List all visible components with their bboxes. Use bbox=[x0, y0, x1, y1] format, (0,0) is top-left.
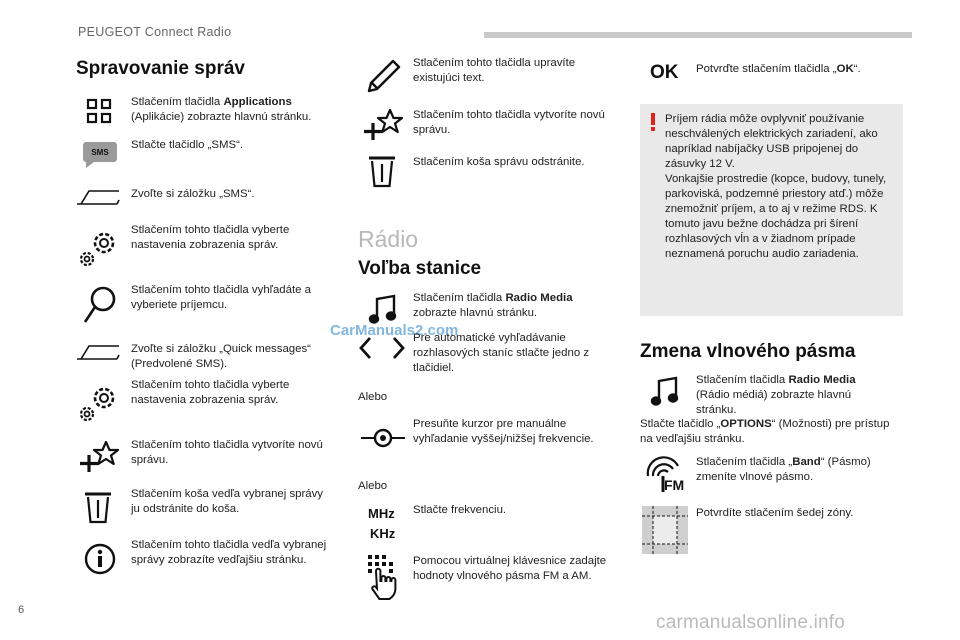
text-press-frequency: Stlačte frekvenciu. bbox=[413, 504, 507, 516]
sms-icon bbox=[82, 140, 118, 170]
watermark-carmanualsonline: carmanualsonline.info bbox=[656, 612, 846, 633]
text-quick-messages-tab: Zvoľte si záložku „Quick messages“ (Predvolené SMS). bbox=[131, 343, 311, 370]
grey-zone-icon bbox=[642, 506, 688, 554]
applications-grid-icon bbox=[86, 98, 112, 124]
text-sms-tab: Zvoľte si záložku „SMS“. bbox=[131, 188, 255, 200]
text-auto-search: Pre automatické vyhľadávanie rozhlasových staníc stlačte jedno z tlačidiel. bbox=[413, 332, 590, 374]
mhz-khz-icon bbox=[366, 503, 400, 543]
text-band-button: Stlačením tlačidla „Band“ (Pásmo) zmeníte vlnové pásmo. bbox=[696, 456, 871, 483]
text-display-settings-1: Stlačením tohto tlačidla vyberte nastavenia zobrazenia správ. bbox=[131, 224, 290, 251]
svg-text:OK: OK bbox=[650, 62, 679, 81]
search-icon bbox=[82, 285, 118, 325]
text-manual-search: Presuňte kurzor pre manuálne vyhľadanie vyššej/nižšej frekvencie. bbox=[413, 418, 594, 445]
settings-gears-icon bbox=[78, 383, 122, 423]
tab-icon bbox=[76, 343, 120, 361]
svg-text:SMS: SMS bbox=[91, 148, 109, 157]
section-heading-band: Zmena vlnového pásma bbox=[640, 341, 856, 362]
ok-icon bbox=[650, 61, 684, 81]
keypad-hand-icon bbox=[364, 553, 404, 601]
slider-icon bbox=[360, 425, 406, 451]
chevrons-icon bbox=[359, 336, 405, 360]
text-sms: Stlačte tlačidlo „SMS“. bbox=[131, 139, 244, 151]
text-new-message-1: Stlačením tohto tlačidla vytvoríte novú správu. bbox=[131, 439, 323, 466]
text-search-recipient: Stlačením tohto tlačidla vyhľadáte a vyberiete príjemcu. bbox=[131, 284, 311, 311]
music-note-icon bbox=[650, 376, 680, 408]
warning-box bbox=[640, 104, 903, 316]
tab-icon bbox=[76, 188, 120, 206]
trash-icon bbox=[368, 154, 396, 188]
text-edit-text: Stlačením tohto tlačidla upravíte existujúci text. bbox=[413, 57, 576, 84]
header-bar bbox=[484, 32, 912, 38]
text-delete-message-1: Stlačením koša vedľa vybranej správy ju odstránite do koša. bbox=[131, 488, 323, 515]
trash-icon bbox=[84, 490, 112, 524]
section-heading-messages: Spravovanie správ bbox=[76, 58, 245, 79]
text-alebo-2: Alebo bbox=[358, 480, 388, 492]
star-plus-icon bbox=[78, 440, 122, 474]
fm-label: FM bbox=[664, 477, 685, 493]
text-applications: Stlačením tlačidla Applications (Aplikácie) zobrazte hlavnú stránku. bbox=[131, 96, 312, 123]
warning-text: Príjem rádia môže ovplyvniť používanie neschválených elektrických zariadení, ako napríklad nabíjačky USB pripojenej do zásuvky 12 V. Vonkajšie prostredie (kopce, budovy, tunely, parkoviská, podzemné priestory atď.) môže znemožniť príjem, a to aj v režime RDS. K tomuto javu bežne dochádza pri šírení rozhlasových vĺn a v žiadnom prípade neznamená poruchu audio zariadenia. bbox=[665, 113, 887, 260]
star-plus-icon bbox=[362, 108, 406, 142]
text-options: Stlačte tlačidlo „OPTIONS“ (Možnosti) pre prístup na vedľajšiu stránku. bbox=[640, 418, 890, 445]
page-number: 6 bbox=[18, 604, 25, 616]
music-note-icon bbox=[368, 294, 398, 326]
text-radio-media: Stlačením tlačidla Radio Media zobrazte hlavnú stránku. bbox=[413, 292, 573, 319]
watermark-carmanuals2: CarManuals2.com bbox=[330, 322, 459, 339]
pencil-icon bbox=[366, 58, 402, 94]
settings-gears-icon bbox=[78, 228, 122, 268]
section-heading-station: Voľba stanice bbox=[358, 258, 482, 279]
text-delete-message-2: Stlačením koša správu odstránite. bbox=[413, 156, 585, 168]
mhz-label: MHz bbox=[368, 506, 395, 521]
text-grey-zone: Potvrdíte stlačením šedej zóny. bbox=[696, 507, 854, 519]
text-ok-confirm: Potvrďte stlačením tlačidla „OK“. bbox=[696, 63, 861, 75]
khz-label: KHz bbox=[370, 526, 396, 541]
text-alebo-1: Alebo bbox=[358, 391, 388, 403]
text-band-radio-media: Stlačením tlačidla Radio Media (Rádio médiá) zobrazte hlavnú stránku. bbox=[696, 374, 856, 416]
text-secondary-page: Stlačením tohto tlačidla vedľa vybranej správy zobrazíte vedľajšiu stránku. bbox=[131, 539, 327, 566]
info-icon bbox=[84, 543, 116, 575]
text-new-message-2: Stlačením tohto tlačidla vytvoríte novú správu. bbox=[413, 109, 605, 136]
chapter-heading-radio: Rádio bbox=[358, 226, 419, 252]
radio-fm-icon bbox=[644, 454, 688, 494]
manual-header-title: PEUGEOT Connect Radio bbox=[78, 25, 232, 39]
warning-exclamation-icon bbox=[650, 112, 656, 137]
text-virtual-keyboard: Pomocou virtuálnej klávesnice zadajte hodnoty vlnového pásma FM a AM. bbox=[413, 555, 607, 582]
text-display-settings-2: Stlačením tohto tlačidla vyberte nastavenia zobrazenia správ. bbox=[131, 379, 290, 406]
